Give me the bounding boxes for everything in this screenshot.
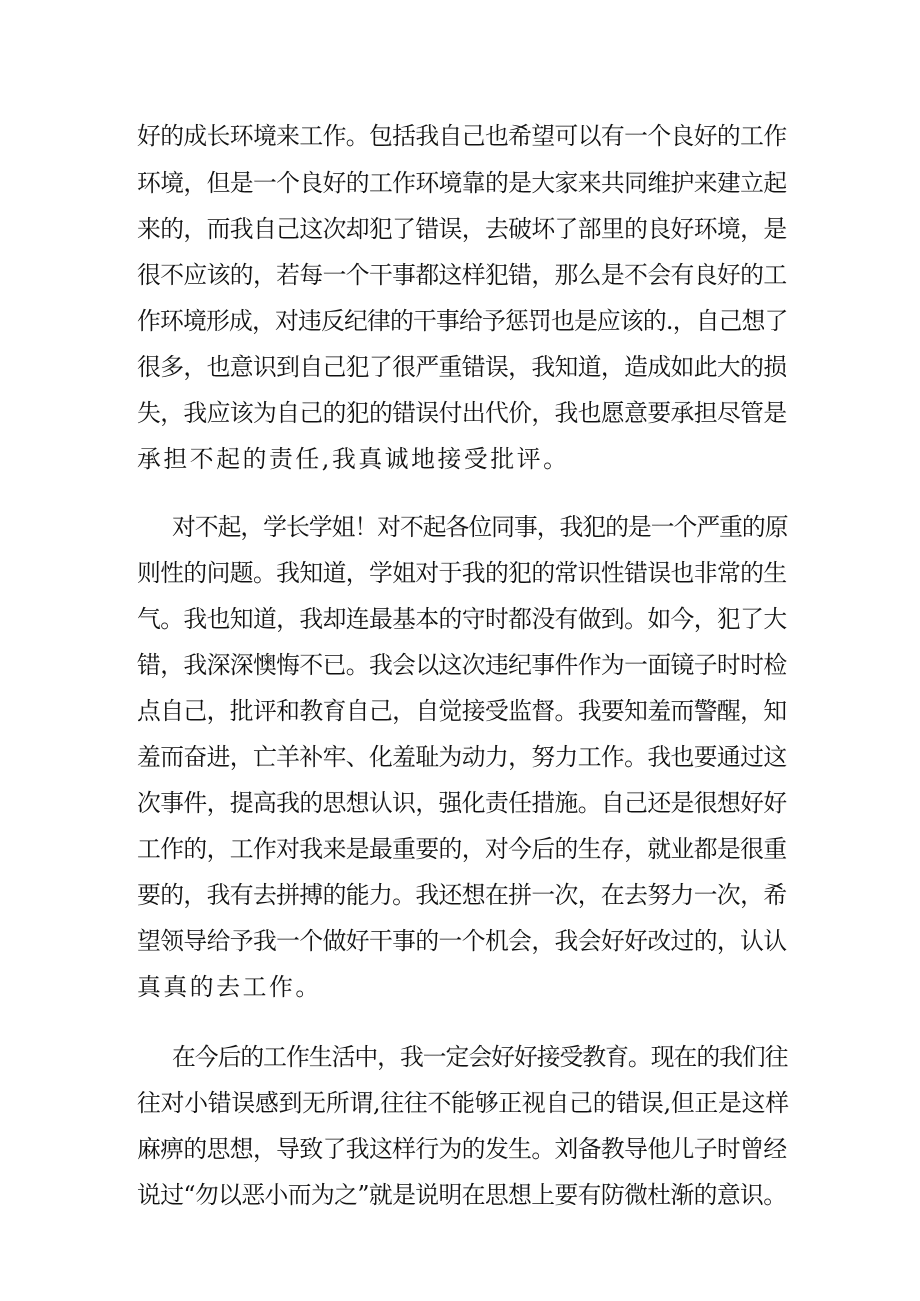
paragraph-2-line-1: 对不起，学长学姐！对不起各位同事，我犯的是一个严重的原 [172, 513, 788, 541]
paragraph-3-line-4: 说过“勿以恶小而为之”就是说明在思想上要有防微杜渐的意识。 [137, 1181, 787, 1209]
paragraph-2-line-2: 则性的问题。我知道，学姐对于我的犯的常识性错误也非常的生 [137, 559, 787, 587]
paragraph-2-line-9: 要的，我有去拼搏的能力。我还想在拼一次，在去努力一次，希 [137, 881, 787, 909]
paragraph-2-line-10: 望领导给予我一个做好干事的一个机会，我会好好改过的，认认 [137, 927, 787, 955]
paragraph-1-line-8: 承担不起的责任,我真诚地接受批评。 [137, 445, 570, 473]
paragraph-2-line-8: 工作的，工作对我来是最重要的，对今后的生存，就业都是很重 [137, 835, 787, 863]
paragraph-1-line-2: 环境，但是一个良好的工作环境靠的是大家来共同维护来建立起 [137, 169, 787, 197]
paragraph-2-line-6: 羞而奋进，亡羊补牢、化羞耻为动力，努力工作。我也要通过这 [137, 743, 787, 771]
paragraph-2-line-11: 真真的去工作。 [137, 973, 322, 1001]
paragraph-3-line-1: 在今后的工作生活中，我一定会好好接受教育。现在的我们往 [172, 1043, 788, 1071]
paragraph-1-line-4: 很不应该的，若每一个干事都这样犯错，那么是不会有良好的工 [137, 261, 787, 289]
paragraph-3-line-2: 往对小错误感到无所谓,往往不能够正视自己的错误,但正是这样 [137, 1089, 789, 1117]
paragraph-1-line-1: 好的成长环境来工作。包括我自己也希望可以有一个良好的工作 [137, 122, 787, 150]
paragraph-1-line-5: 作环境形成，对违反纪律的干事给予惩罚也是应该的.，自己想了 [137, 307, 788, 335]
paragraph-2-line-7: 次事件，提高我的思想认识，强化责任措施。自己还是很想好好 [137, 789, 787, 817]
paragraph-1-line-3: 来的，而我自己这次却犯了错误，去破坏了部里的良好环境，是 [137, 215, 787, 243]
paragraph-1-line-6: 很多，也意识到自己犯了很严重错误，我知道，造成如此大的损 [137, 353, 787, 381]
paragraph-3-line-3: 麻痹的思想，导致了我这样行为的发生。刘备教导他儿子时曾经 [137, 1135, 787, 1163]
paragraph-1-line-7: 失，我应该为自己的犯的错误付出代价，我也愿意要承担尽管是 [137, 399, 787, 427]
paragraph-2-line-5: 点自己，批评和教育自己，自觉接受监督。我要知羞而警醒，知 [137, 697, 787, 725]
paragraph-2-line-4: 错，我深深懊悔不已。我会以这次违纪事件作为一面镜子时时检 [137, 651, 787, 679]
paragraph-2-line-3: 气。我也知道，我却连最基本的守时都没有做到。如今，犯了大 [137, 605, 787, 633]
